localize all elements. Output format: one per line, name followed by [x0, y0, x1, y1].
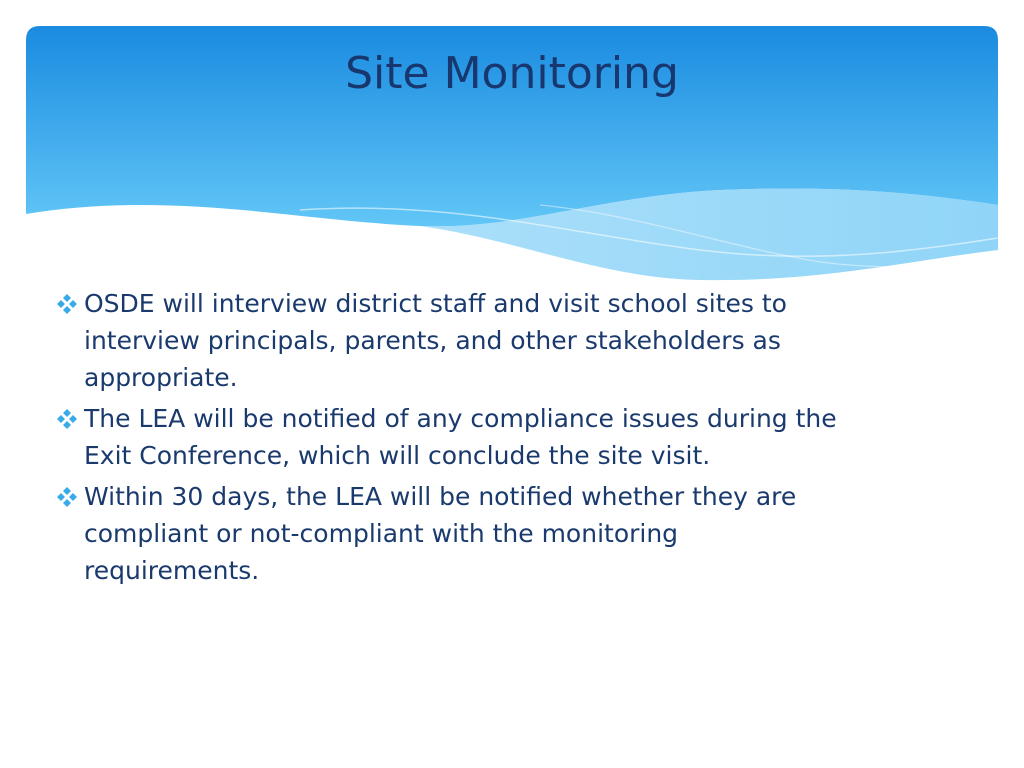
- bullet-list: [56, 285, 856, 593]
- list-item: [56, 400, 856, 474]
- bullet-text: The LEA will be notified of any compliance issues during the Exit Conference, which will conclude the site visit.: [84, 404, 837, 470]
- four-diamond-bullet-icon: [56, 486, 78, 508]
- list-item: [56, 478, 856, 589]
- four-diamond-bullet-icon: [56, 293, 78, 315]
- slide-title: Site Monitoring: [345, 48, 679, 99]
- list-item: [56, 285, 856, 396]
- header-wave-background: [0, 0, 1024, 290]
- four-diamond-bullet-icon: [56, 408, 78, 430]
- bullet-text: OSDE will interview district staff and visit school sites to interview principals, parents, and other stakeholders as appropriate.: [84, 289, 787, 392]
- bullet-text: Within 30 days, the LEA will be notified whether they are compliant or not-compliant with the monitoring requirements.: [84, 482, 797, 585]
